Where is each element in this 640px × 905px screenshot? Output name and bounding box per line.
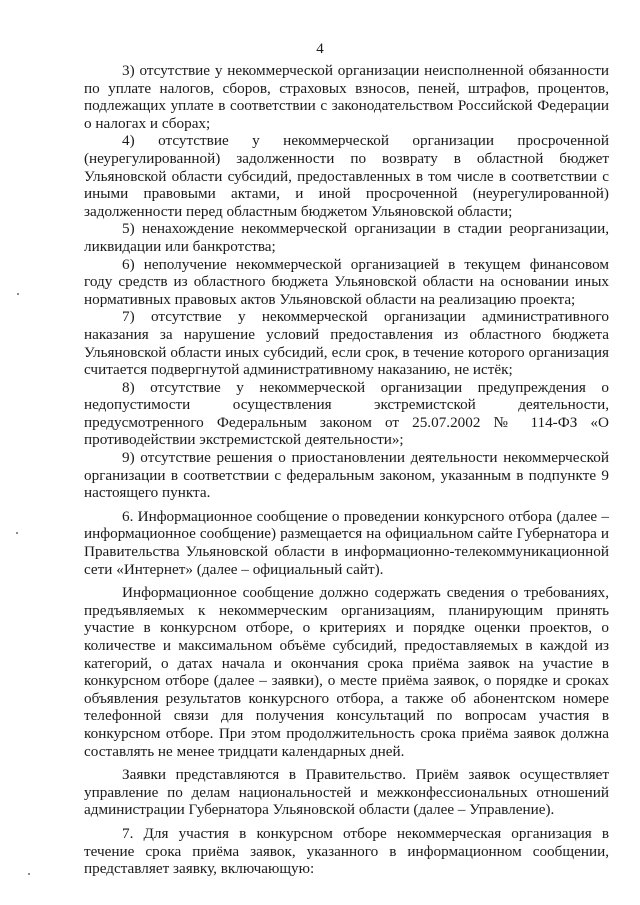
- paragraph-item-7: 7) отсутствие у некоммерческой организации административного наказания за нарушение условий предоставления из областного бюджета Ульяновской области иных субсидий, если срок, в течение которого организация считается подвергнутой административному наказанию, не истёк;: [84, 308, 609, 379]
- paragraph-item-3: 3) отсутствие у некоммерческой организации неисполненной обязанности по уплате налогов, сборов, страховых взносов, пеней, штрафов, процентов, подлежащих уплате в соответствии с законодательством Российской Федерации о налогах и сборах;: [84, 62, 609, 132]
- page-number: 4: [316, 41, 324, 57]
- paragraph-item-6: 6) неполучение некоммерческой организацией в текущем финансовом году средств из областного бюджета Ульяновской области на основании иных нормативных правовых актов Ульяновской области на реализацию проекта;: [84, 255, 609, 308]
- document-body: [84, 62, 609, 878]
- scan-speck: [16, 532, 18, 534]
- paragraph-point-7: 7. Для участия в конкурсном отборе некоммерческая организация в течение срока приёма заявок, указанного в информационном сообщении, представляет заявку, включающую:: [84, 824, 609, 878]
- paragraph-point-6: 6. Информационное сообщение о проведении конкурсного отбора (далее – информационное сообщение) размещается на официальном сайте Губернатора и Правительства Ульяновской области в информационно-телекоммуникационной сети «Интернет» (далее – официальный сайт).: [84, 507, 609, 578]
- scan-speck: [17, 293, 19, 295]
- paragraph-applications-submission: Заявки представляются в Правительство. Приём заявок осуществляет управление по делам национальностей и межконфессиональных отношений администрации Губернатора Ульяновской области (далее – Управление).: [84, 766, 609, 819]
- paragraph-item-4: 4) отсутствие у некоммерческой организации просроченной (неурегулированной) задолженности по возврату в областной бюджет Ульяновской области субсидий, предоставленных в том числе в соответствии с иными правовыми актами, и иной просроченной (неурегулированной) задолженности перед областным бюджетом Ульяновской области;: [84, 132, 609, 220]
- paragraph-item-9: 9) отсутствие решения о приостановлении деятельности некоммерческой организации в соответствии с федеральным законом, указанным в подпункте 9 настоящего пункта.: [84, 449, 609, 502]
- paragraph-item-5: 5) ненахождение некоммерческой организации в стадии реорганизации, ликвидации или банкротства;: [84, 220, 609, 255]
- paragraph-item-8: 8) отсутствие у некоммерческой организации предупреждения о недопустимости осуществления экстремистской деятельности, предусмотренного Федеральным законом от 25.07.2002 № 114-ФЗ «О противодействии экстремистской деятельности»;: [84, 378, 609, 449]
- paragraph-info-message-content: Информационное сообщение должно содержать сведения о требованиях, предъявляемых к некоммерческим организациям, планирующим принять участие в конкурсном отборе, о критериях и порядке оценки проектов, о количестве и максимальном объёме субсидий, предоставляемых в каждой из категорий, о датах начала и окончания срока приёма заявок на участие в конкурсном отборе (далее – заявки), о месте приёма заявок, о порядке и сроках объявления результатов конкурсного отбора, а также об абонентском номере телефонной связи для получения консультаций по вопросам участия в конкурсном отборе. При этом продолжительность срока приёма заявок должна составлять не менее тридцати календарных дней.: [84, 584, 609, 760]
- scan-speck: [28, 873, 30, 875]
